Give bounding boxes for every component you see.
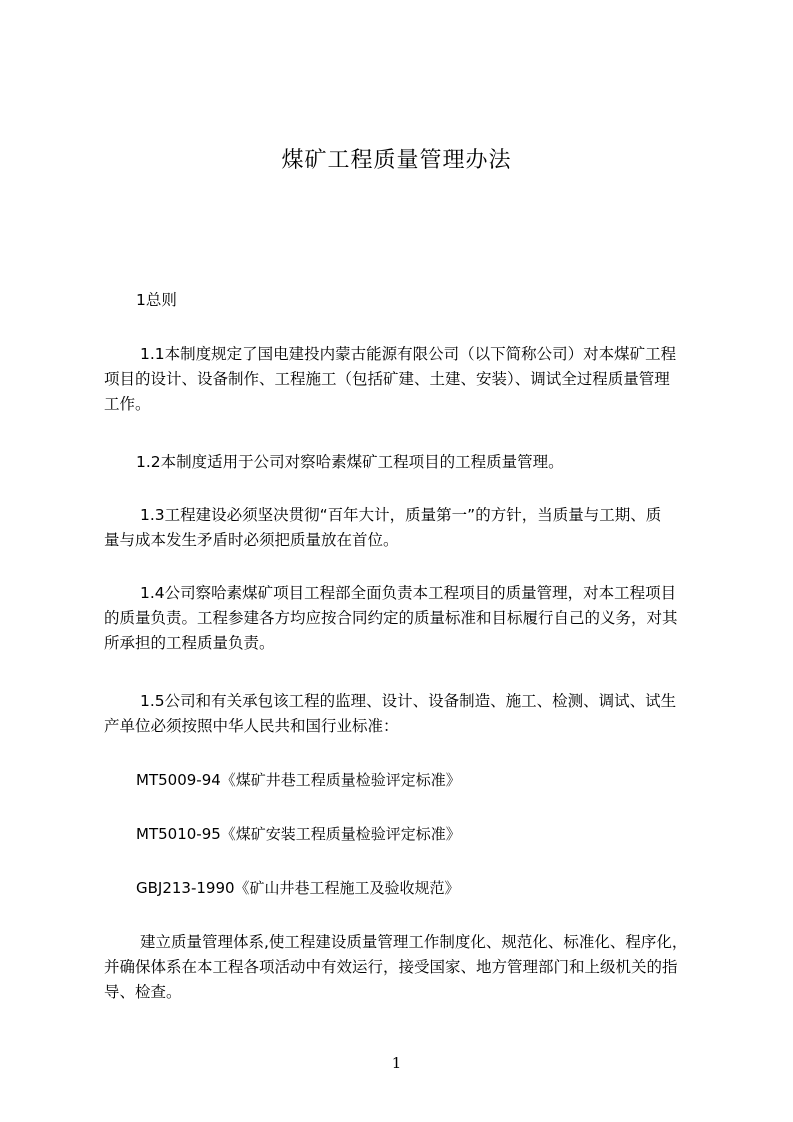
paragraph-line: 1.3工程建设必须坚决贯彻“百年大计，质量第一”的方针，当质量与工期、质 [140, 506, 662, 524]
paragraph-line: 并确保体系在本工程各项活动中有效运行，接受国家、地方管理部门和上级机关的指 [104, 958, 678, 976]
paragraph-line: 建立质量管理体系,使工程建设质量管理工作制度化、规范化、标准化、程序化， [140, 933, 688, 951]
paragraph-line: 1.4公司察哈素煤矿项目工程部全面负责本工程项目的质量管理，对本工程项目 [140, 584, 677, 602]
paragraph-line: 1.1本制度规定了国电建投内蒙古能源有限公司（以下简称公司）对本煤矿工程 [140, 345, 677, 363]
paragraph-line: 工作。 [104, 395, 151, 413]
standard-item: MT5010-95《煤矿安装工程质量检验评定标准》 [136, 825, 461, 843]
paragraph-1-2 [104, 450, 704, 475]
paragraph-1-4 [104, 581, 704, 656]
paragraph-line: 产单位必须按照中华人民共和国行业标准： [104, 717, 399, 735]
paragraph-line: 量与成本发生矛盾时必须把质量放在首位。 [104, 531, 399, 549]
page-number: 1 [391, 1054, 402, 1072]
paragraph-line: 项目的设计、设备制作、工程施工（包括矿建、土建、安装）、调试全过程质量管理 [104, 370, 670, 388]
paragraph-quality-system [104, 930, 704, 1005]
paragraph-line: 1.2本制度适用于公司对察哈素煤矿工程项目的工程质量管理。 [136, 453, 564, 471]
document-title: 煤矿工程质量管理办法 [281, 148, 512, 173]
standard-item: GBJ213-1990《矿山井巷工程施工及验收规范》 [136, 879, 460, 897]
paragraph-1-5 [104, 689, 704, 739]
paragraph-line: 导、检查。 [104, 983, 182, 1001]
standard-item: MT5009-94《煤矿井巷工程质量检验评定标准》 [136, 771, 461, 789]
paragraph-line: 的质量负责。工程参建各方均应按合同约定的质量标准和目标履行自己的义务，对其 [104, 609, 678, 627]
paragraph-1-3 [104, 503, 704, 553]
paragraph-1-1 [104, 342, 704, 417]
section-heading: 1总则 [136, 291, 177, 309]
paragraph-line: 所承担的工程质量负责。 [104, 634, 275, 652]
paragraph-line: 1.5公司和有关承包该工程的监理、设计、设备制造、施工、检测、调试、试生 [140, 692, 677, 710]
